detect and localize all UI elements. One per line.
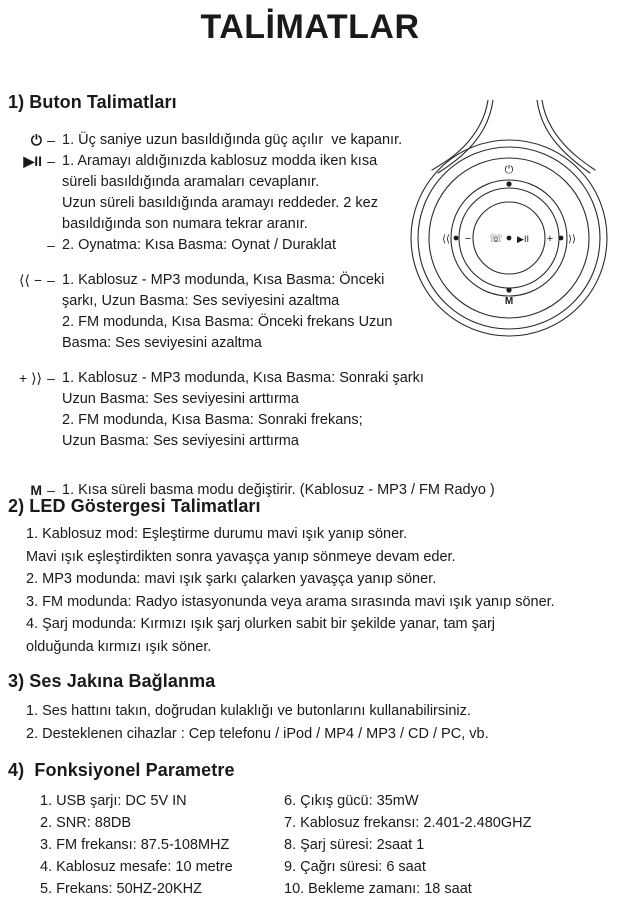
spacer — [0, 354, 620, 368]
parameter-item: 7. Kablosuz frekansı: 2.401-2.480GHZ — [284, 815, 532, 831]
parameter-item: 1. USB şarjı: DC 5V IN — [40, 793, 187, 809]
instruction-line: 2. Oynatma: Kısa Basma: Oynat / Duraklat — [62, 237, 336, 253]
instruction-line: 1. Kablosuz - MP3 modunda, Kısa Basma: Sonraki şarkı — [62, 370, 424, 386]
volume-down-icon: − — [464, 233, 472, 245]
instruction-line: Uzun Basma: Ses seviyesini arttırma — [62, 433, 299, 449]
instruction-line: Uzun Basma: Ses seviyesini arttırma — [62, 391, 299, 407]
row-separator: – — [47, 482, 55, 498]
row-separator: – — [47, 132, 55, 148]
button-row-text — [58, 235, 620, 256]
instruction-line: süreli basıldığında aramaları cevaplanır. — [62, 174, 320, 190]
led-line: 4. Şarj modunda: Kırmızı ışık şarj olurken sabit bir şekilde yanar, tam şarj — [26, 616, 496, 632]
led-line: 2. MP3 modunda: mavi ışık şarkı çalarken yavaşça yanıp söner. — [26, 571, 437, 587]
play-pause-icon: ▶II — [23, 153, 42, 169]
row-separator: – — [47, 153, 55, 169]
button-row-text — [58, 151, 620, 235]
instruction-line: şarkı, Uzun Basma: Ses seviyesini azaltma — [62, 293, 340, 309]
section-heading-buttons: 1) Buton Talimatları — [8, 92, 177, 112]
spacer — [0, 256, 620, 270]
row-separator: – — [47, 370, 55, 386]
power-icon: ⏻ — [504, 164, 514, 176]
parameter-item: 3. FM frekansı: 87.5-108MHZ — [40, 837, 230, 853]
mode-button-icon: M — [504, 296, 514, 307]
parameter-item: 10. Bekleme zamanı: 18 saat — [284, 881, 472, 897]
button-row-playback — [0, 235, 620, 256]
instruction-line: 1. Kısa süreli basma modu değiştirir. (Kablosuz - MP3 / FM Radyo ) — [62, 482, 495, 498]
instruction-line: Basma: Ses seviyesini azaltma — [62, 335, 262, 351]
parameter-item: 4. Kablosuz mesafe: 10 metre — [40, 859, 233, 875]
audio-jack-line: 2. Desteklenen cihazlar : Cep telefonu / iPod / MP4 / MP3 / CD / PC, vb. — [26, 725, 489, 742]
volume-up-icon: + — [546, 233, 554, 245]
led-line: olduğunda kırmızı ışık söner. — [26, 638, 212, 655]
led-line: Mavi ışık eşleştirdikten sonra yavaşça yanıp sönmeye devam eder. — [26, 548, 456, 565]
button-row-previous-volume-down — [0, 270, 620, 354]
spacer — [0, 452, 620, 466]
led-instruction-list — [26, 523, 616, 658]
parameter-item: 2. SNR: 88DB — [40, 815, 132, 831]
next-volume-up-icon: + ⟩⟩ — [19, 370, 42, 386]
power-icon: ⏻ — [30, 132, 42, 148]
parameter-item: 8. Şarj süresi: 2saat 1 — [284, 837, 425, 853]
audio-jack-line: 1. Ses hattını takın, doğrudan kulaklığı ve butonlarını kullanabilirsiniz. — [26, 703, 471, 719]
instruction-line: 1. Kablosuz - MP3 modunda, Kısa Basma: Önceki — [62, 272, 385, 288]
instruction-line: 1. Üç saniye uzun basıldığında güç açılır ve kapanır. — [62, 132, 403, 148]
instruction-line: Uzun süreli basıldığında aramayı reddeder. 2 kez — [62, 195, 378, 211]
led-line: 3. FM modunda: Radyo istasyonunda veya arama sırasında mavi ışık yanıp söner. — [26, 593, 555, 610]
button-instruction-list — [0, 130, 620, 501]
instruction-line: 2. FM modunda, Kısa Basma: Sonraki frekans; — [62, 412, 363, 428]
parameter-column-left — [40, 790, 233, 900]
instruction-line: basıldığında son numara tekrar aranır. — [62, 216, 308, 232]
button-row-text — [58, 130, 620, 151]
next-track-icon: ⟩⟩ — [568, 234, 576, 245]
spacer — [0, 466, 620, 480]
page-title: TALİMATLAR — [200, 8, 420, 46]
section-heading-parameters: 4) Fonksiyonel Parametre — [8, 760, 235, 780]
section-heading-audio-jack: 3) Ses Jakına Bağlanma — [8, 671, 216, 691]
parameter-item: 9. Çağrı süresi: 6 saat — [284, 859, 426, 875]
button-row-text — [58, 270, 620, 354]
parameter-item: 6. Çıkış gücü: 35mW — [284, 793, 419, 809]
call-handset-icon: ☏ — [489, 233, 503, 245]
audio-jack-instruction-list — [26, 700, 586, 745]
play-pause-icon: ▶II — [517, 234, 529, 244]
led-line: 1. Kablosuz mod: Eşleştirme durumu mavi ışık yanıp söner. — [26, 526, 408, 542]
parameter-column-right — [284, 790, 531, 900]
instruction-line: 2. FM modunda, Kısa Basma: Önceki frekans Uzun — [62, 314, 393, 330]
parameter-item: 5. Frekans: 50HZ-20KHZ — [40, 881, 202, 897]
previous-volume-down-icon: ⟨⟨ − — [19, 272, 42, 288]
button-row-text — [58, 368, 620, 452]
button-row-next-volume-up — [0, 368, 620, 452]
instruction-line: 1. Aramayı aldığınızda kablosuz modda iken kısa — [62, 153, 378, 169]
section-heading-led: 2) LED Göstergesi Talimatları — [8, 496, 261, 516]
row-separator: – — [47, 237, 55, 253]
button-row-power — [0, 130, 620, 151]
mode-button-icon: M — [30, 482, 42, 498]
row-separator: – — [47, 272, 55, 288]
button-row-play-pause — [0, 151, 620, 235]
previous-volume-down-icon: ⟨⟨ — [442, 234, 450, 245]
